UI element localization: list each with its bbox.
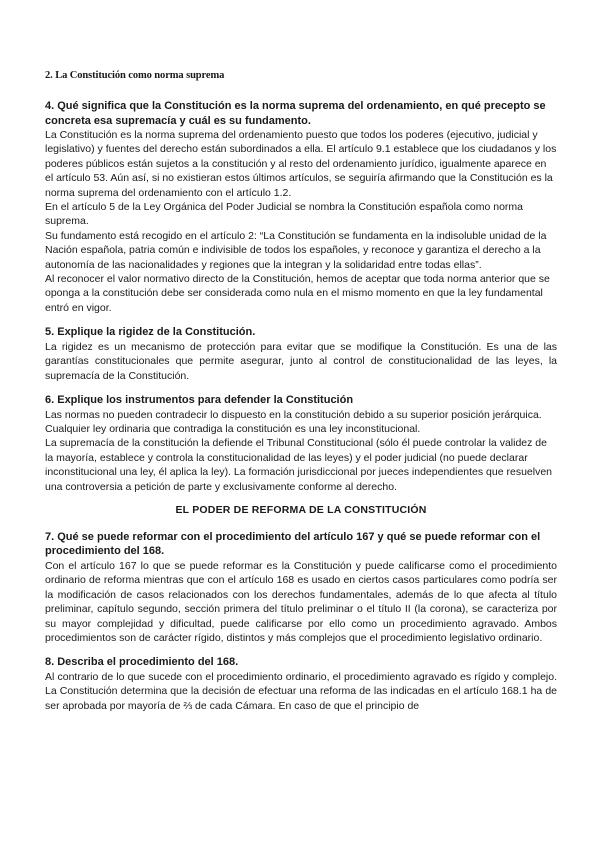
section-title: 2. La Constitución como norma suprema	[45, 70, 225, 81]
question-7-title: 7. Qué se puede reformar con el procedimiento del artículo 167 y qué se puede reformar con el procedimiento del 168.	[45, 530, 541, 558]
question-5	[45, 325, 557, 383]
question-6-title: 6. Explique los instrumentos para defender la Constitución	[45, 394, 354, 406]
question-4-paragraph-4: Al reconocer el valor normativo directo de la Constitución, hemos de aceptar que toda norma anterior que se oponga a la constitución debe ser considerada como nula en el mismo momento en que la ley fundamental entró en vigor.	[45, 273, 550, 314]
question-5-paragraph-1: La rigidez es un mecanismo de protección para evitar que se modifique la Constitución. Es una de las garantías constitucionales que permite asegurar, junto al control de constitucionalidad de las leyes, la supremacía de la Constitución.	[45, 340, 557, 382]
question-7-paragraph-1: Con el artículo 167 lo que se puede reformar es la Constitución y puede calificarse como el procedimiento ordinario de reforma mientras que con el artículo 168 es usado en ciertos casos particulares como podría ser la modificación de casos relacionados con los derechos fundamentales, además de lo que afecta al título preliminar, capítulo segundo, sección primera del título preliminar o el título II (la corona), se caracteriza por su mayor complejidad y dificultad, puede calificarse por ello como un procedimiento agravado. Ambos procedimientos son de carácter rígido, distintos y más complejos que el procedimiento legislativo ordinario.	[45, 559, 557, 644]
question-8	[45, 655, 557, 713]
question-5-title: 5. Explique la rigidez de la Constitución.	[45, 326, 256, 339]
question-4-paragraph-1: La Constitución es la norma suprema del ordenamiento puesto que todos los poderes (ejecutivo, judicial y legislativo) y fuentes del derecho están subordinados a ella. El artículo 9.1 establece que los ciudadanos y los poderes públicos están sujetos a la constitución y al resto del ordenamiento jurídico, igualmente aparece en el artículo 53. Aún así, si no existieran estos últimos artículos, se seguiría afirmando que la Constitución es la norma suprema del ordenamiento con el artículo 1.2.	[45, 129, 557, 199]
question-4-paragraph-3: Su fundamento está recogido en el artículo 2: “La Constitución se fundamenta en la indisoluble unidad de la Nación española, patria común e indivisible de todos los españoles, y reconoce y garantiza el derecho a la autonomía de las nacionalidades y regiones que la integran y la solidaridad entre todas ellas”.	[45, 229, 547, 271]
question-4-paragraph-2: En el artículo 5 de la Ley Orgánica del Poder Judicial se nombra la Constitución española como norma suprema.	[45, 201, 524, 228]
reform-heading: EL PODER DE REFORMA DE LA CONSTITUCIÓN	[175, 503, 427, 516]
question-8-title: 8. Describa el procedimiento del 168.	[45, 656, 239, 669]
question-6-paragraph-1: Las normas no pueden contradecir lo dispuesto en la constitución debido a su superior posición jerárquica. Cualquier ley ordinaria que contradiga la constitución es una ley inconstitucional.	[45, 408, 542, 435]
question-4	[45, 99, 557, 315]
question-7	[45, 530, 557, 645]
question-4-title: 4. Qué significa que la Constitución es la norma suprema del ordenamiento, en qué precepto se concreta esa supremacía y cuál es su fundamento.	[45, 100, 546, 127]
question-6	[45, 393, 557, 494]
question-8-paragraph-1: Al contrario de lo que sucede con el procedimiento ordinario, el procedimiento agravado es rígido y complejo. La Constitución determina que la decisión de efectuar una reforma de las indicadas en el artículo 168.1 ha de ser aprobada por mayoría de ⅔ de cada Cámara. En caso de que el principio de	[45, 670, 557, 712]
question-6-paragraph-2: La supremacía de la constitución la defiende el Tribunal Constitucional (sólo él puede controlar la validez de la mayoría, establece y controla la constitucionalidad de las leyes) y el poder judicial (no puede declarar inconstitucional una ley, él aplica la ley). La formación jurisdiccional por jueces independientes que resuelven una controversia a petición de parte y exclusivamente conforme al derecho.	[45, 437, 553, 493]
